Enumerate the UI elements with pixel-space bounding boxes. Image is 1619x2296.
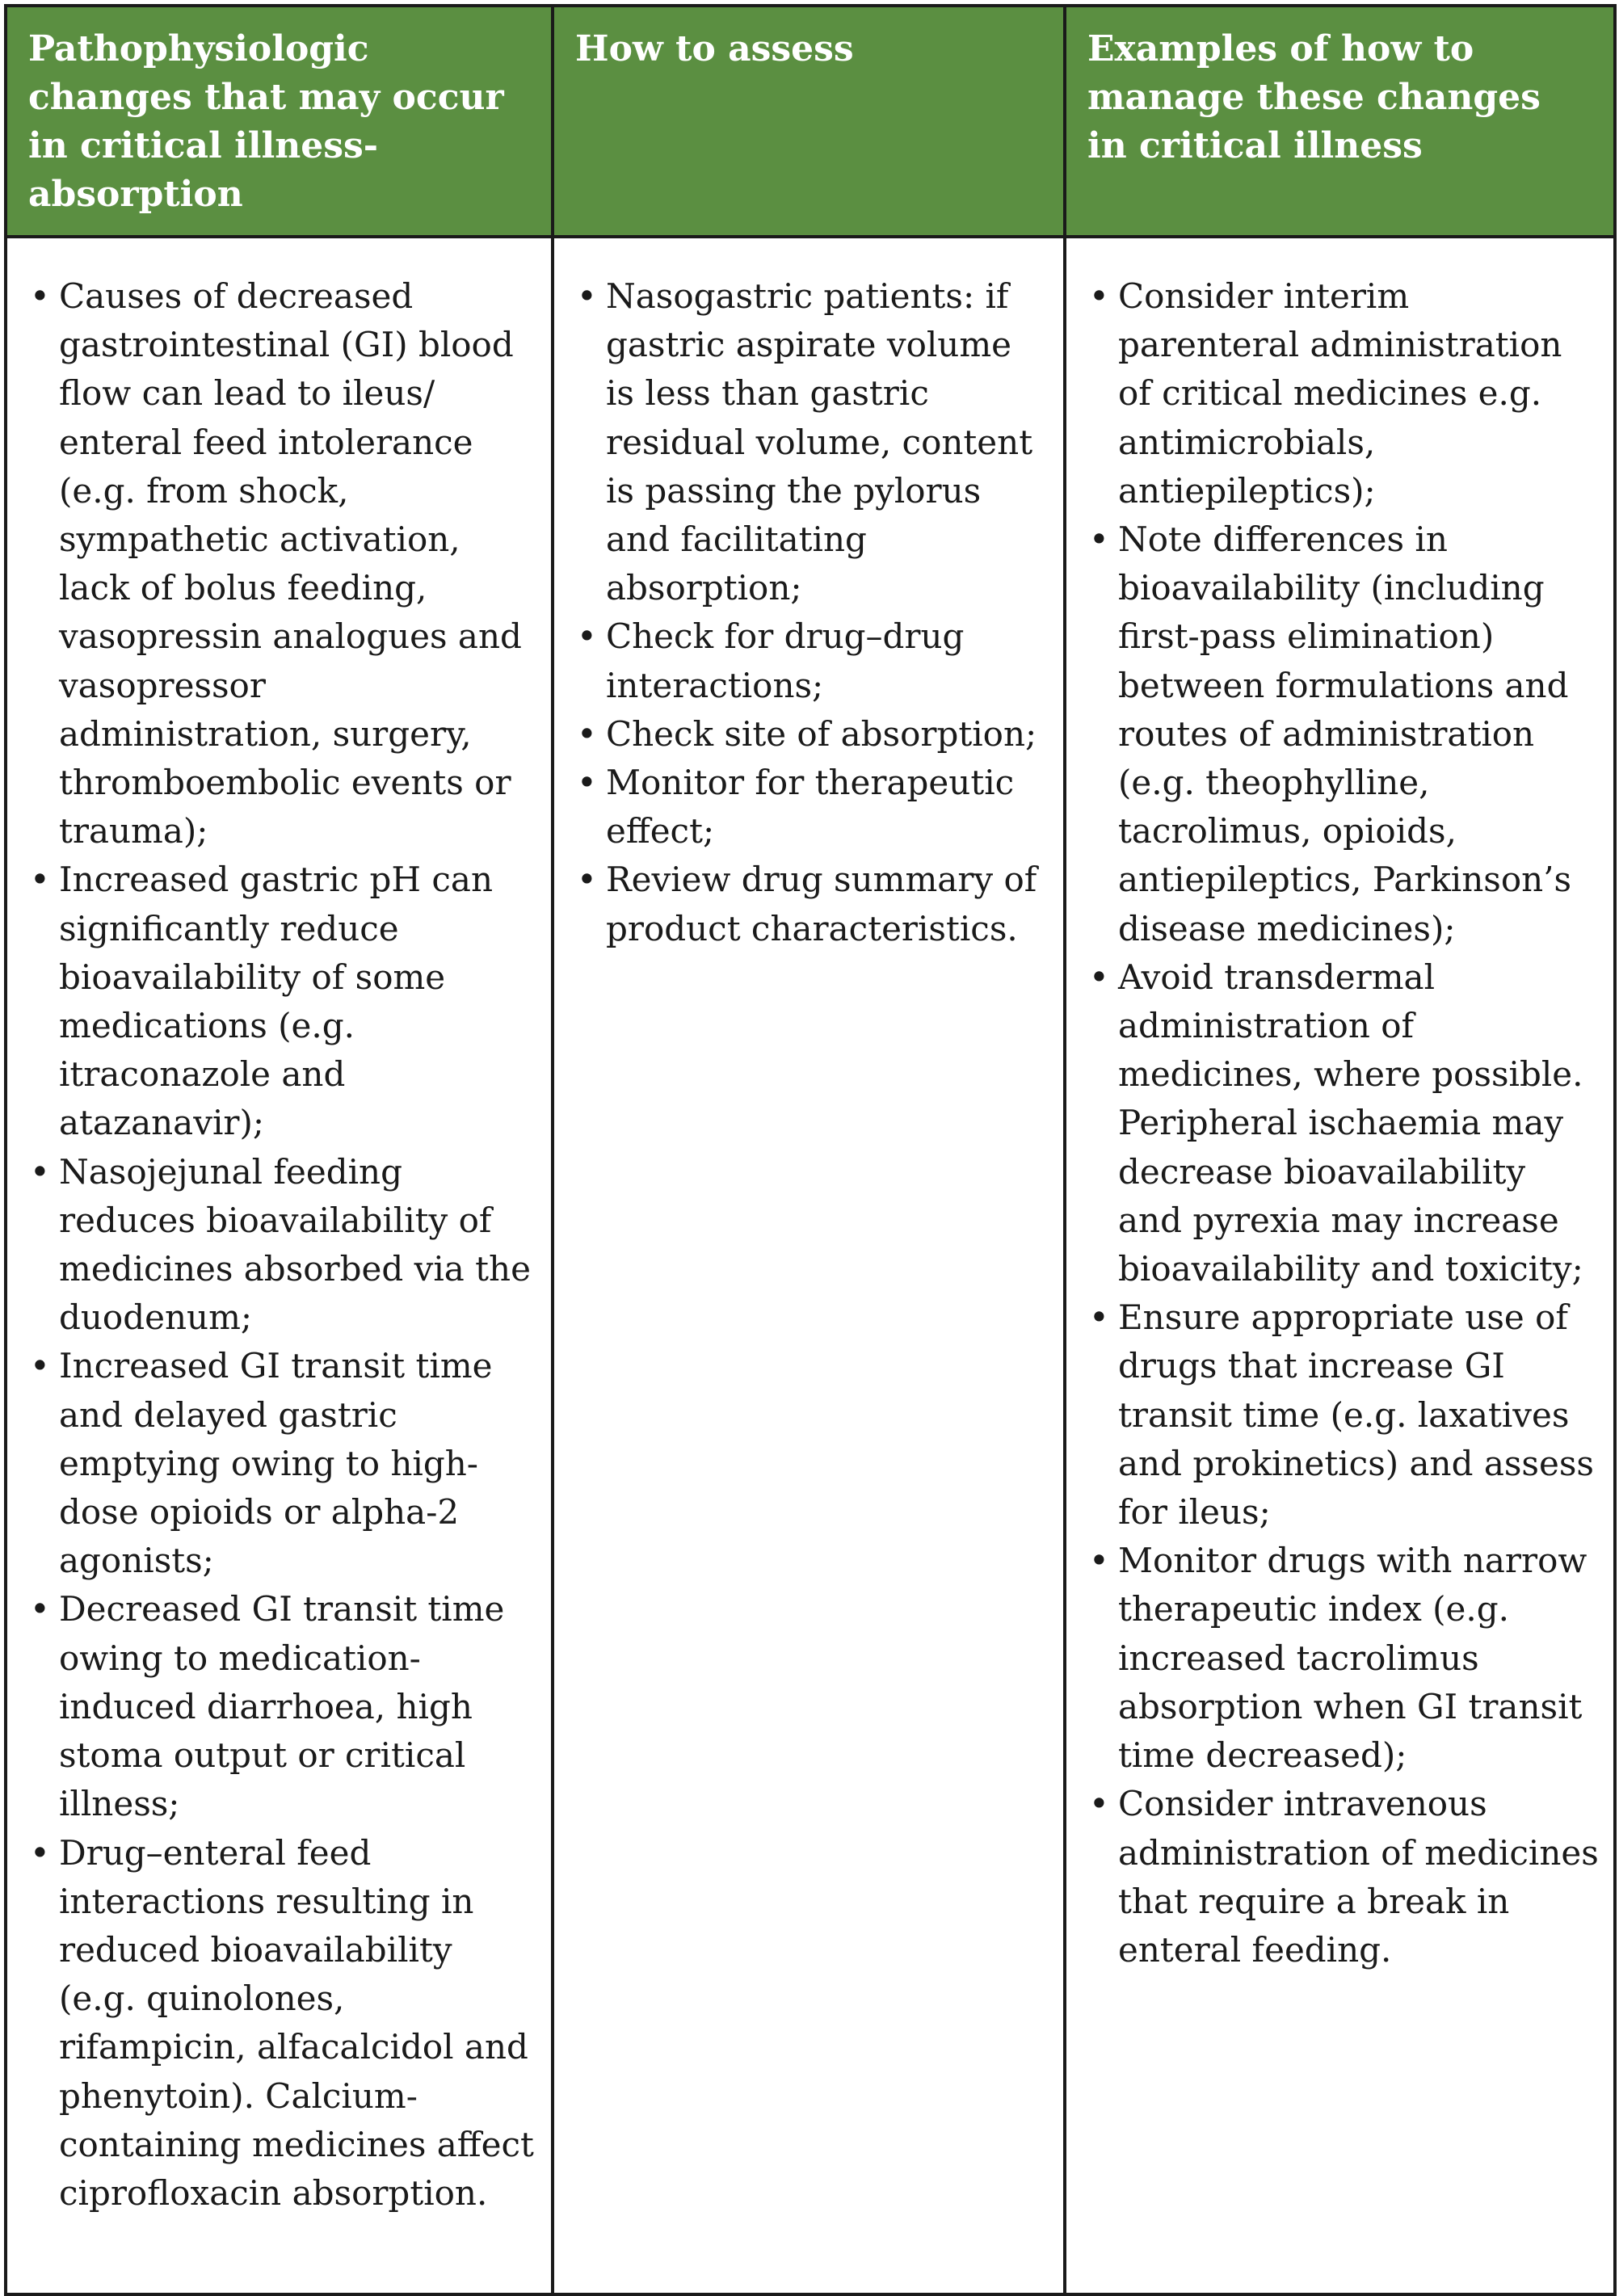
bullet-icon: • bbox=[30, 1832, 50, 1873]
list-item bbox=[1086, 1293, 1599, 1537]
bullet-icon: • bbox=[577, 763, 597, 803]
list-how-to-assess bbox=[574, 272, 1049, 953]
bullet-icon: • bbox=[30, 276, 50, 316]
list-pathophysiologic-changes bbox=[27, 272, 536, 2218]
bullet-icon: • bbox=[577, 713, 597, 754]
header-how-to-assess: How to assess bbox=[553, 6, 1065, 237]
list-item-text: Nasogastric patients: if gastric aspirate volume is less than gastric residual volume, content is passing the pylorus and facilitating absorption; bbox=[606, 276, 1033, 608]
list-item bbox=[574, 759, 1049, 856]
list-item bbox=[1086, 1780, 1599, 1974]
header-row bbox=[6, 6, 1615, 237]
bullet-icon: • bbox=[30, 1589, 50, 1629]
list-item-text: Decreased GI transit time owing to medication-induced diarrhoea, high stoma output or critical illness; bbox=[59, 1589, 505, 1824]
list-item bbox=[574, 856, 1049, 952]
bullet-icon: • bbox=[30, 1151, 50, 1192]
bullet-icon: • bbox=[1089, 1297, 1109, 1338]
list-item bbox=[1086, 515, 1599, 953]
bullet-icon: • bbox=[1089, 1784, 1109, 1824]
list-item-text: Increased gastric pH can significantly reduce bioavailability of some medications (e.g. itraconazole and atazanavir); bbox=[59, 860, 493, 1143]
bullet-icon: • bbox=[30, 860, 50, 900]
list-item-text: Increased GI transit time and delayed gastric emptying owing to high-dose opioids or alpha-2 agonists; bbox=[59, 1346, 493, 1581]
list-item bbox=[27, 1342, 536, 1585]
cell-pathophysiologic-changes bbox=[6, 237, 553, 2294]
bullet-icon: • bbox=[1089, 519, 1109, 560]
cell-how-to-assess bbox=[553, 237, 1065, 2294]
list-item-text: Drug–enteral feed interactions resulting in reduced bioavailability (e.g. quinolones, rifampicin, alfacalcidol and phenytoin). Calcium-containing medicines affect ciprofloxacin absorption. bbox=[59, 1832, 534, 2213]
list-item bbox=[574, 710, 1049, 759]
list-item bbox=[574, 272, 1049, 612]
list-item-text: Nasojejunal feeding reduces bioavailability of medicines absorbed via the duodenum; bbox=[59, 1151, 531, 1338]
list-item bbox=[27, 1585, 536, 1828]
bullet-icon: • bbox=[577, 616, 597, 657]
bullet-icon: • bbox=[577, 860, 597, 900]
list-item bbox=[27, 1148, 536, 1343]
bullet-icon: • bbox=[1089, 957, 1109, 997]
list-item-text: Monitor for therapeutic effect; bbox=[606, 763, 1015, 852]
list-item-text: Check site of absorption; bbox=[606, 713, 1037, 754]
list-item-text: Check for drug–drug interactions; bbox=[606, 616, 965, 705]
list-item-text: Consider interim parenteral administration of critical medicines e.g. antimicrobials, antiepileptics); bbox=[1118, 276, 1562, 511]
body-row bbox=[6, 237, 1615, 2294]
bullet-icon: • bbox=[1089, 1541, 1109, 1581]
list-management-examples bbox=[1086, 272, 1599, 1974]
header-pathophysiologic-changes: Pathophysiologic changes that may occur in critical illness-absorption bbox=[6, 6, 553, 237]
list-item-text: Review drug summary of product characteristics. bbox=[606, 860, 1037, 948]
bullet-icon: • bbox=[577, 276, 597, 316]
header-management-examples: Examples of how to manage these changes in critical illness bbox=[1065, 6, 1615, 237]
bullet-icon: • bbox=[1089, 276, 1109, 316]
list-item-text: Ensure appropriate use of drugs that increase GI transit time (e.g. laxatives and prokinetics) and assess for ileus; bbox=[1118, 1297, 1594, 1533]
list-item bbox=[1086, 272, 1599, 515]
bullet-icon: • bbox=[30, 1346, 50, 1386]
list-item-text: Causes of decreased gastrointestinal (GI) blood flow can lead to ileus/ enteral feed intolerance (e.g. from shock, sympathetic activation, lack of bolus feeding, vasopressin analogues and vasopressor administration, surgery, thromboembolic events or trauma); bbox=[59, 276, 522, 852]
list-item bbox=[27, 1829, 536, 2218]
absorption-table bbox=[4, 4, 1617, 2296]
list-item bbox=[27, 272, 536, 856]
list-item bbox=[1086, 1537, 1599, 1780]
list-item bbox=[574, 612, 1049, 709]
list-item-text: Consider intravenous administration of medicines that require a break in enteral feeding. bbox=[1118, 1784, 1599, 1970]
list-item bbox=[1086, 953, 1599, 1293]
list-item-text: Avoid transdermal administration of medicines, where possible. Peripheral ischaemia may decrease bioavailability and pyrexia may increase bioavailability and toxicity; bbox=[1118, 957, 1583, 1289]
list-item bbox=[27, 856, 536, 1147]
list-item-text: Monitor drugs with narrow therapeutic index (e.g. increased tacrolimus absorption when GI transit time decreased); bbox=[1118, 1541, 1587, 1776]
list-item-text: Note differences in bioavailability (including first-pass elimination) between formulations and routes of administration (e.g. theophylline, tacrolimus, opioids, antiepileptics, Parkinson’s disease medicines); bbox=[1118, 519, 1572, 948]
cell-management-examples bbox=[1065, 237, 1615, 2294]
